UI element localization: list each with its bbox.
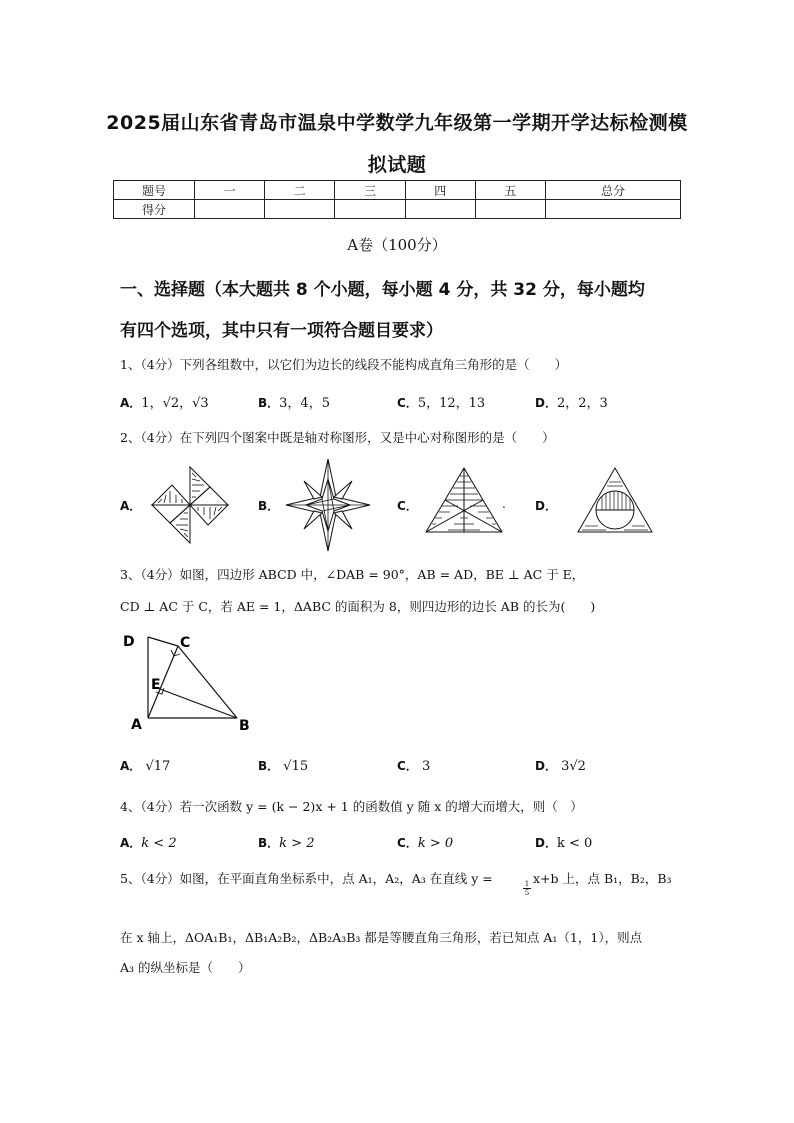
q5-fraction	[523, 880, 531, 897]
q5-stem-line2: 在 x 轴上，ΔOA₁B₁，ΔB₁A₂B₂，ΔB₂A₃B₃ 都是等腰直角三角形，若已知点 A₁（1，1），则点	[120, 930, 643, 945]
q1-option-b	[258, 392, 330, 411]
option-text: 3，4，5	[279, 396, 330, 411]
option-text: k < 0	[556, 836, 593, 851]
option-text: 3	[421, 759, 431, 774]
option-label: A．	[120, 759, 142, 773]
score-row-label: 得分	[114, 200, 195, 219]
option-label: B．	[258, 396, 280, 410]
q5-stem-line1a: 5、（4分）如图，在平面直角坐标系中，点 A₁，A₂，A₃ 在直线 y =	[120, 871, 493, 886]
option-label: D．	[535, 836, 557, 850]
option-text: 3√2	[561, 759, 586, 774]
score-header-cell: 五	[475, 181, 545, 200]
option-label: D．	[535, 759, 557, 773]
q2-stem: 2、（4分）在下列四个图案中既是轴对称图形，又是中心对称图形的是（ ）	[120, 430, 555, 445]
q3-option-c	[397, 757, 430, 774]
option-label: C．	[397, 759, 418, 773]
q5-stem-line3: A₃ 的纵坐标是（ ）	[120, 960, 251, 975]
q2-option-c: C．	[397, 499, 418, 513]
score-cell	[335, 200, 405, 219]
hatched-triangle-figure	[424, 466, 504, 536]
q4-option-a	[120, 834, 177, 851]
page-title-line2: 拟试题	[367, 154, 427, 176]
option-text: 1，√2，√3	[141, 396, 209, 411]
score-table-header-row	[114, 181, 681, 200]
section-heading-line1: 一、选择题（本大题共 8 个小题，每小题 4 分，共 32 分，每小题均	[120, 280, 645, 300]
option-text: k < 2	[141, 836, 177, 851]
q3-option-d	[535, 757, 586, 774]
option-label: B．	[258, 759, 280, 773]
option-label: A．	[120, 396, 142, 410]
point-label-a: A	[131, 717, 142, 733]
score-table	[113, 180, 681, 219]
q1-option-a	[120, 392, 209, 411]
score-cell	[265, 200, 335, 219]
q5-stem-line1b: x+b 上，点 B₁，B₂，B₃	[533, 871, 672, 886]
point-label-c: C	[180, 635, 191, 651]
option-text: 2，2，3	[556, 396, 608, 411]
score-header-cell: 四	[405, 181, 475, 200]
page-title-line1: 2025届山东省青岛市温泉中学数学九年级第一学期开学达标检测模	[106, 112, 688, 134]
score-table-score-row	[114, 200, 681, 219]
section-heading-line2: 有四个选项，其中只有一项符合题目要求）	[120, 321, 443, 341]
q4-option-d	[535, 834, 592, 851]
fraction-denominator: 5	[524, 889, 530, 897]
score-cell	[405, 200, 475, 219]
q1-option-c	[397, 392, 485, 411]
score-header-cell: 二	[265, 181, 335, 200]
option-text: 5，12，13	[417, 396, 486, 411]
circle-triangle-figure	[576, 466, 654, 536]
point-label-d: D	[123, 634, 135, 650]
fraction-numerator: 1	[524, 880, 530, 888]
option-text: k > 2	[279, 836, 315, 851]
score-header-cell: 总分	[546, 181, 681, 200]
point-label-b: B	[239, 718, 250, 734]
q3-option-a	[120, 757, 170, 774]
option-label: C．	[397, 836, 418, 850]
q3-option-b	[258, 757, 308, 774]
option-label: A．	[120, 836, 142, 850]
option-label: B．	[258, 836, 280, 850]
q4-option-c	[397, 834, 453, 851]
option-text: k > 0	[417, 836, 454, 851]
q4-option-b	[258, 834, 314, 851]
option-text: √17	[145, 759, 171, 774]
q4-stem: 4、（4分）若一次函数 y = (k − 2)x + 1 的函数值 y 随 x 的增大而增大，则（ ）	[120, 799, 583, 814]
score-header-cell: 三	[335, 181, 405, 200]
score-header-cell: 一	[195, 181, 265, 200]
score-cell	[475, 200, 545, 219]
q1-option-d	[535, 392, 608, 411]
score-cell	[546, 200, 681, 219]
score-header-cell: 题号	[114, 181, 195, 200]
pinwheel-figure	[148, 463, 232, 547]
q1-stem: 1、（4分）下列各组数中，以它们为边长的线段不能构成直角三角形的是（ ）	[120, 357, 568, 372]
option-label: D．	[535, 396, 557, 410]
volume-heading: A卷（100分）	[347, 236, 447, 254]
point-label-e: E	[151, 677, 161, 693]
score-cell	[195, 200, 265, 219]
option-label: C．	[397, 396, 418, 410]
quadrilateral-abcd-figure	[118, 630, 258, 738]
q2-option-a: A．	[120, 499, 142, 513]
compass-star-figure	[284, 457, 372, 553]
q2-option-b: B．	[258, 499, 280, 513]
q2-option-d: D．	[535, 499, 557, 513]
q2-separator: .	[502, 497, 506, 511]
q3-stem-line1: 3、（4分）如图，四边形 ABCD 中，∠DAB = 90°，AB = AD，BE ⊥ AC 于 E，	[120, 567, 585, 582]
q3-stem-line2: CD ⊥ AC 于 C，若 AE = 1，ΔABC 的面积为 8，则四边形的边长 AB 的长为( )	[120, 599, 596, 614]
option-text: √15	[283, 759, 309, 774]
